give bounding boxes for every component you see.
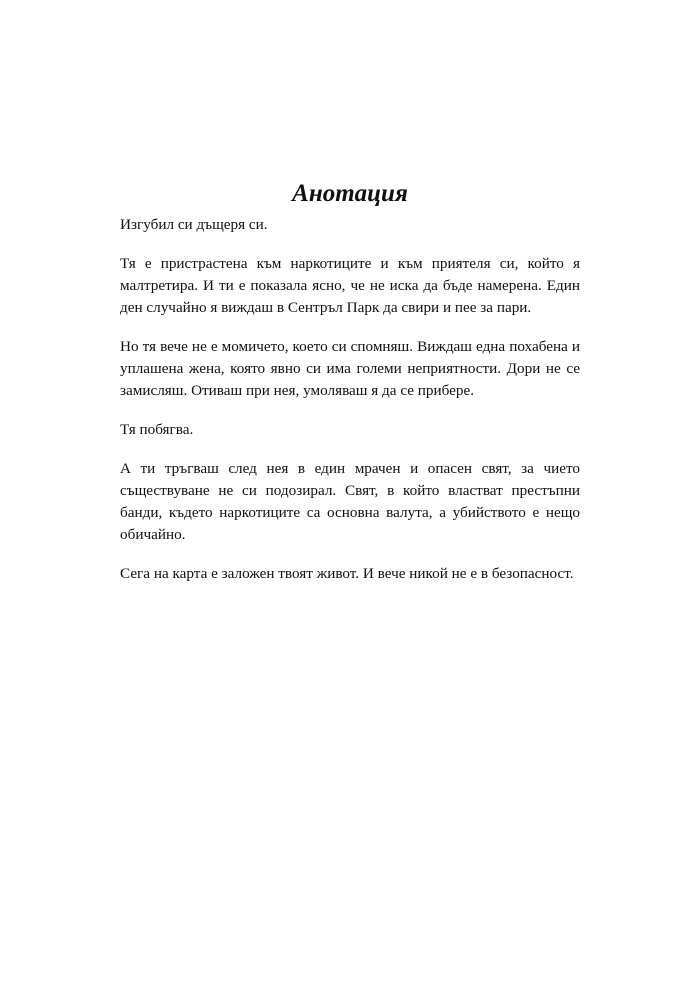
annotation-body — [120, 214, 580, 602]
page-title: Анотация — [292, 180, 408, 207]
paragraph: А ти тръгваш след нея в един мрачен и опасен свят, за чието съществуване не си подозирал. Свят, в който властват престъпни банди, където наркотиците са основна валута, а убийството е нещо обичайно. — [120, 460, 580, 543]
paragraph: Но тя вече не е момичето, което си спомняш. Виждаш една похабена и уплашена жена, която явно си има големи неприятности. Дори не се замисляш. Отиваш при нея, умоляваш я да се прибере. — [120, 338, 580, 399]
paragraph: Изгубил си дъщеря си. — [120, 216, 268, 233]
paragraph: Сега на карта е заложен твоят живот. И вече никой не е в безопасност. — [120, 565, 574, 582]
paragraph: Тя побягва. — [120, 421, 194, 438]
paragraph: Тя е пристрастена към наркотиците и към приятеля си, който я малтретира. И ти е показала ясно, че не иска да бъде намерена. Един ден случайно я виждаш в Сентръл Парк да свири и пее за пари. — [120, 255, 580, 316]
